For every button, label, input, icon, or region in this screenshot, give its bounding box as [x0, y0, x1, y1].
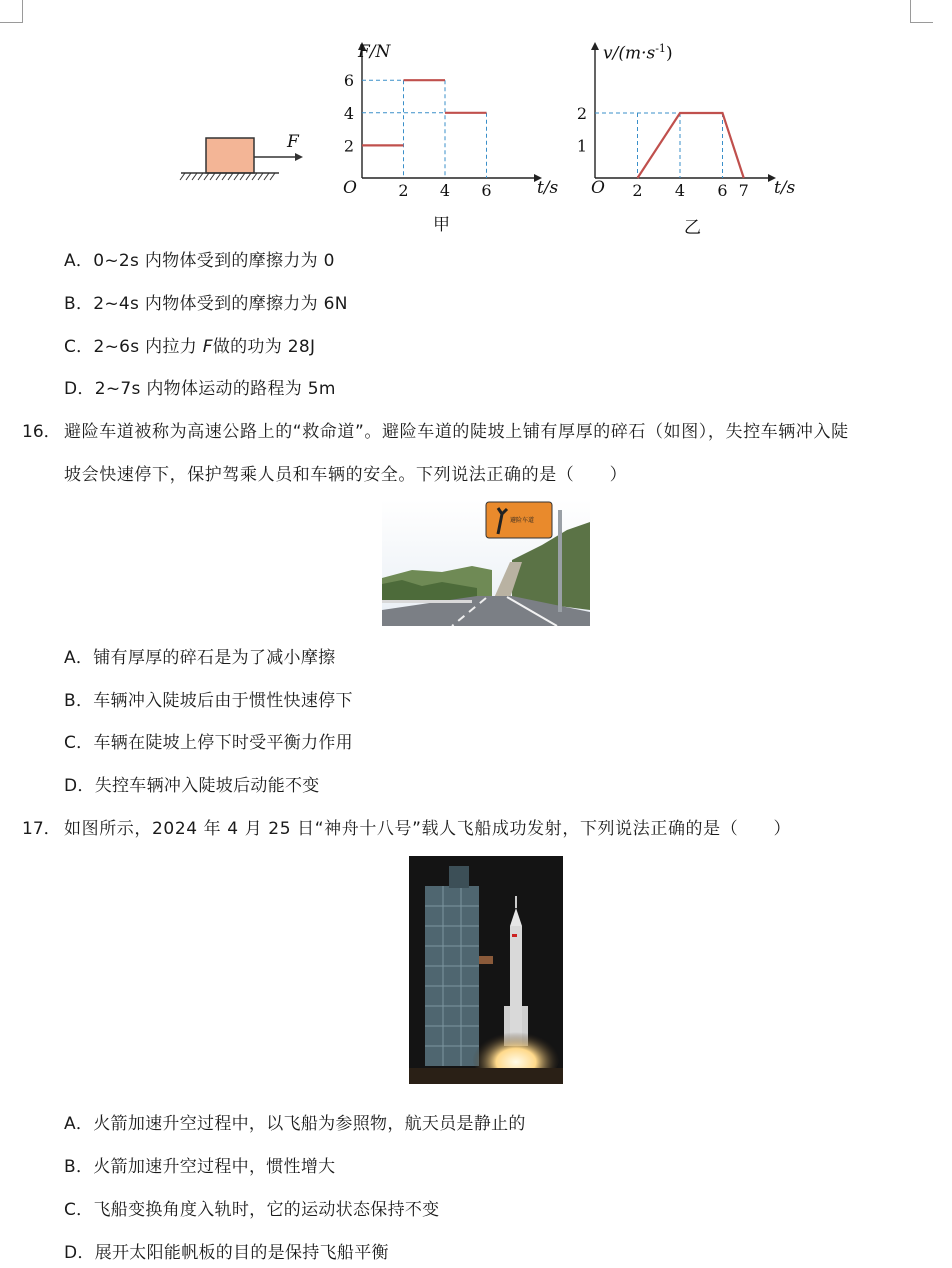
- graph-yi-y-label: [603, 42, 673, 64]
- q16-option-a[interactable]: A．铺有厚厚的碎石是为了减小摩擦: [64, 648, 336, 668]
- launch-tower: [425, 886, 479, 1066]
- x-tick-label-2: 2: [632, 181, 643, 200]
- q15-option-a-text: 0~2s 内物体受到的摩擦力为 0: [93, 251, 335, 271]
- corner-mark-right: [910, 0, 933, 23]
- q17-option-b[interactable]: B．火箭加速升空过程中，惯性增大: [64, 1157, 336, 1177]
- x-tick-label-6: 6: [481, 181, 492, 200]
- y-tick-label-2: 2: [343, 136, 354, 156]
- q17-option-a[interactable]: A．火箭加速升空过程中，以飞船为参照物，航天员是静止的: [64, 1114, 526, 1134]
- q15-option-b[interactable]: [64, 289, 348, 314]
- y-tick-label-1: 1: [576, 136, 587, 156]
- graph-yi-y-label-main: v/(m·s: [603, 43, 656, 64]
- y-tick-label-2: 2: [576, 104, 587, 123]
- tower-arms: [479, 956, 493, 964]
- graph-jia-caption: 甲: [433, 215, 450, 235]
- graph-jia-y-label: F/N: [358, 42, 391, 62]
- force-label: F: [287, 132, 299, 152]
- graph-yi-x-label: t/s: [774, 178, 796, 198]
- q16-option-c[interactable]: C．车辆在陡坡上停下时受平衡力作用: [64, 733, 353, 753]
- q16-number: 16．: [22, 422, 61, 442]
- q15-option-b-label: B．: [64, 294, 94, 314]
- graph-yi-y-label-end: ): [665, 43, 673, 64]
- q17-stem: 如图所示，2024 年 4 月 25 日“神舟十八号”载人飞船成功发射，下列说法正确的是（ ）: [64, 819, 792, 839]
- sign-pole: [558, 510, 562, 612]
- q15-option-c-text-2: 做的功为 28J: [212, 337, 316, 357]
- q16-stem-line1: 避险车道被称为高速公路上的“救命道”。避险车道的陡坡上铺有厚厚的碎石（如图），失控车辆冲入陡: [64, 422, 849, 442]
- rocket-escape-tower: [515, 896, 517, 908]
- q15-option-c[interactable]: [64, 332, 315, 357]
- y-tick-label-4: 4: [343, 103, 354, 123]
- velocity-line: [638, 113, 744, 178]
- q15-option-d-label: D．: [64, 379, 95, 399]
- graph-jia-x-label: t/s: [537, 178, 559, 198]
- rocket-flag: [512, 934, 517, 937]
- force-arrow-head: [295, 153, 303, 161]
- q15-option-d[interactable]: [64, 374, 336, 399]
- block: [206, 138, 254, 173]
- graph-jia-origin: O: [343, 178, 357, 198]
- sign-text: 避险车道: [510, 517, 535, 524]
- q15-option-b-text: 2~4s 内物体受到的摩擦力为 6N: [93, 294, 348, 314]
- y-tick-label-6: 6: [343, 71, 354, 91]
- rocket-launch-photo: [409, 856, 563, 1084]
- q17-number: 17．: [22, 819, 61, 839]
- q16-option-d[interactable]: D．失控车辆冲入陡坡后动能不变: [64, 776, 320, 796]
- graph-yi-origin: O: [591, 178, 605, 198]
- q16-stem-line2: 坡会快速停下，保护驾乘人员和车辆的安全。下列说法正确的是（ ）: [64, 465, 628, 485]
- corner-mark-left: [0, 0, 23, 23]
- x-tick-label-6: 6: [717, 181, 728, 200]
- ground-glow: [409, 1068, 563, 1084]
- guardrail: [382, 600, 472, 603]
- x-tick-label-4: 4: [674, 181, 686, 200]
- q17-option-d[interactable]: D．展开太阳能帆板的目的是保持飞船平衡: [64, 1243, 389, 1263]
- q15-option-c-text-1: 2~6s 内拉力: [93, 337, 203, 357]
- q16-option-b[interactable]: B．车辆冲入陡坡后由于惯性快速停下: [64, 691, 353, 711]
- q15-option-c-force-symbol: F: [202, 337, 213, 357]
- q15-option-a[interactable]: [64, 246, 335, 271]
- x-tick-label-4: 4: [439, 181, 451, 200]
- q15-option-a-label: A．: [64, 251, 94, 271]
- x-tick-label-7: 7: [738, 181, 749, 200]
- ground-hatching: [180, 173, 275, 180]
- graph-yi-caption: 乙: [684, 218, 701, 238]
- x-tick-label-2: 2: [398, 181, 409, 200]
- q15-option-c-label: C．: [64, 337, 94, 357]
- graph-yi-y-label-sup: -1: [655, 42, 666, 55]
- q15-option-d-text: 2~7s 内物体运动的路程为 5m: [94, 379, 336, 399]
- y-axis-arrow: [591, 42, 599, 50]
- escape-ramp-photo: [382, 500, 590, 626]
- tower-top: [449, 866, 469, 888]
- q17-option-c[interactable]: C．飞船变换角度入轨时，它的运动状态保持不变: [64, 1200, 440, 1220]
